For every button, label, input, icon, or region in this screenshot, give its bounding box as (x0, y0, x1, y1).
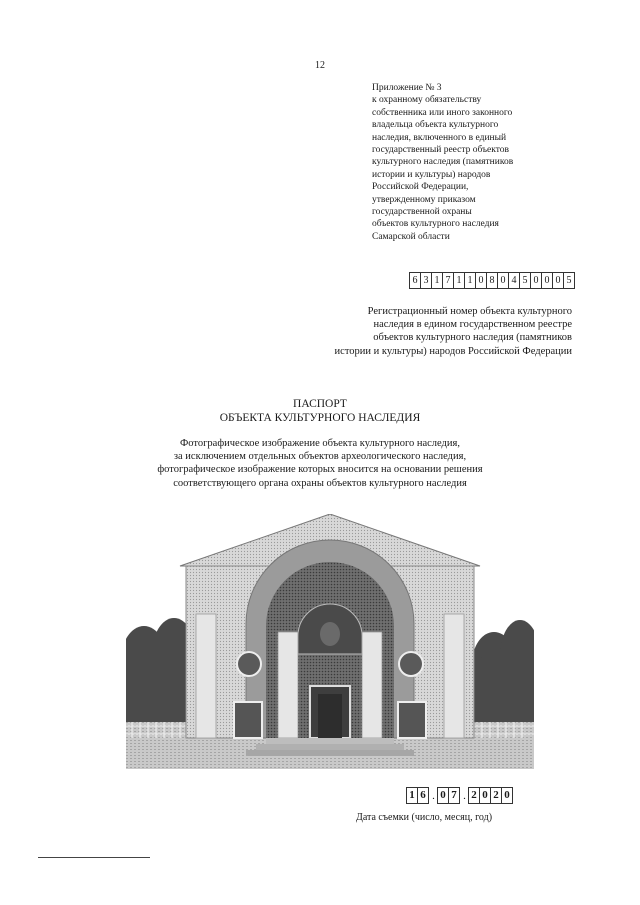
photo-caption-line: за исключением отдельных объектов археологического наследия, (173, 451, 467, 463)
photo-caption-line: фотографическое изображение которых вносится на основании решения (157, 464, 483, 476)
registration-digit: 5 (563, 272, 575, 289)
date-day-digit: 1 (406, 787, 418, 804)
date-year-digit: 2 (468, 787, 480, 804)
appendix-line: собственника или иного законного (372, 107, 513, 118)
registration-caption-line: объектов культурного наследия (памятников (373, 332, 572, 344)
photo-caption (0, 437, 640, 490)
registration-caption-line: Регистрационный номер объекта культурного (367, 306, 572, 317)
appendix-note (372, 82, 582, 243)
photo-date-caption: Дата съемки (число, месяц, год) (356, 812, 493, 823)
registration-digit: 8 (486, 272, 498, 289)
date-day-digit: 6 (417, 787, 429, 804)
registration-caption (272, 305, 572, 358)
date-month-digit: 7 (448, 787, 460, 804)
appendix-line: утвержденному приказом (372, 194, 476, 205)
registration-digit: 0 (475, 272, 487, 289)
building-illustration (126, 514, 534, 769)
appendix-line: государственной охраны (372, 207, 472, 218)
footnote-divider (38, 857, 150, 858)
registration-digit: 0 (541, 272, 553, 289)
appendix-line: владельца объекта культурного (372, 120, 499, 131)
passport-title-line2: ОБЪЕКТА КУЛЬТУРНОГО НАСЛЕДИЯ (219, 412, 421, 424)
registration-digit: 1 (431, 272, 443, 289)
page-number: 12 (315, 60, 325, 71)
registration-digit: 5 (519, 272, 531, 289)
date-separator: . (432, 790, 435, 802)
appendix-line: государственный реестр объектов (372, 145, 509, 156)
passport-title (0, 397, 640, 425)
appendix-line: наследия, включенного в единый (372, 132, 507, 143)
photo-caption-line: Фотографическое изображение объекта культурного наследия, (180, 438, 460, 449)
appendix-line: Российской Федерации, (372, 182, 469, 193)
appendix-line: к охранному обязательству (372, 95, 482, 106)
registration-digit: 7 (442, 272, 454, 289)
date-year-digit: 0 (501, 787, 513, 804)
registration-digit: 1 (453, 272, 465, 289)
registration-caption-line: наследия в едином государственном реестре (373, 319, 572, 331)
appendix-line: объектов культурного наследия (372, 219, 499, 230)
registration-digit: 0 (497, 272, 509, 289)
photo-caption-line: соответствующего органа охраны объектов культурного наследия (173, 477, 467, 489)
registration-digit: 4 (508, 272, 520, 289)
registration-number-boxes (410, 272, 575, 289)
appendix-line: Самарской области (372, 231, 450, 242)
registration-digit: 6 (409, 272, 421, 289)
appendix-line: культурного наследия (памятников (372, 157, 514, 168)
date-year-digit: 2 (490, 787, 502, 804)
date-year-digit: 0 (479, 787, 491, 804)
registration-digit: 3 (420, 272, 432, 289)
registration-digit: 0 (530, 272, 542, 289)
appendix-line: Приложение № 3 (372, 83, 442, 93)
date-separator: . (463, 790, 466, 802)
building-photo (126, 514, 534, 769)
registration-digit: 0 (552, 272, 564, 289)
registration-digit: 1 (464, 272, 476, 289)
appendix-line: истории и культуры) народов (372, 169, 491, 180)
photo-date-boxes (407, 787, 513, 804)
date-month-digit: 0 (437, 787, 449, 804)
registration-caption-line: истории и культуры) народов Российской Федерации (334, 345, 572, 357)
passport-title-line1: ПАСПОРТ (293, 398, 347, 410)
